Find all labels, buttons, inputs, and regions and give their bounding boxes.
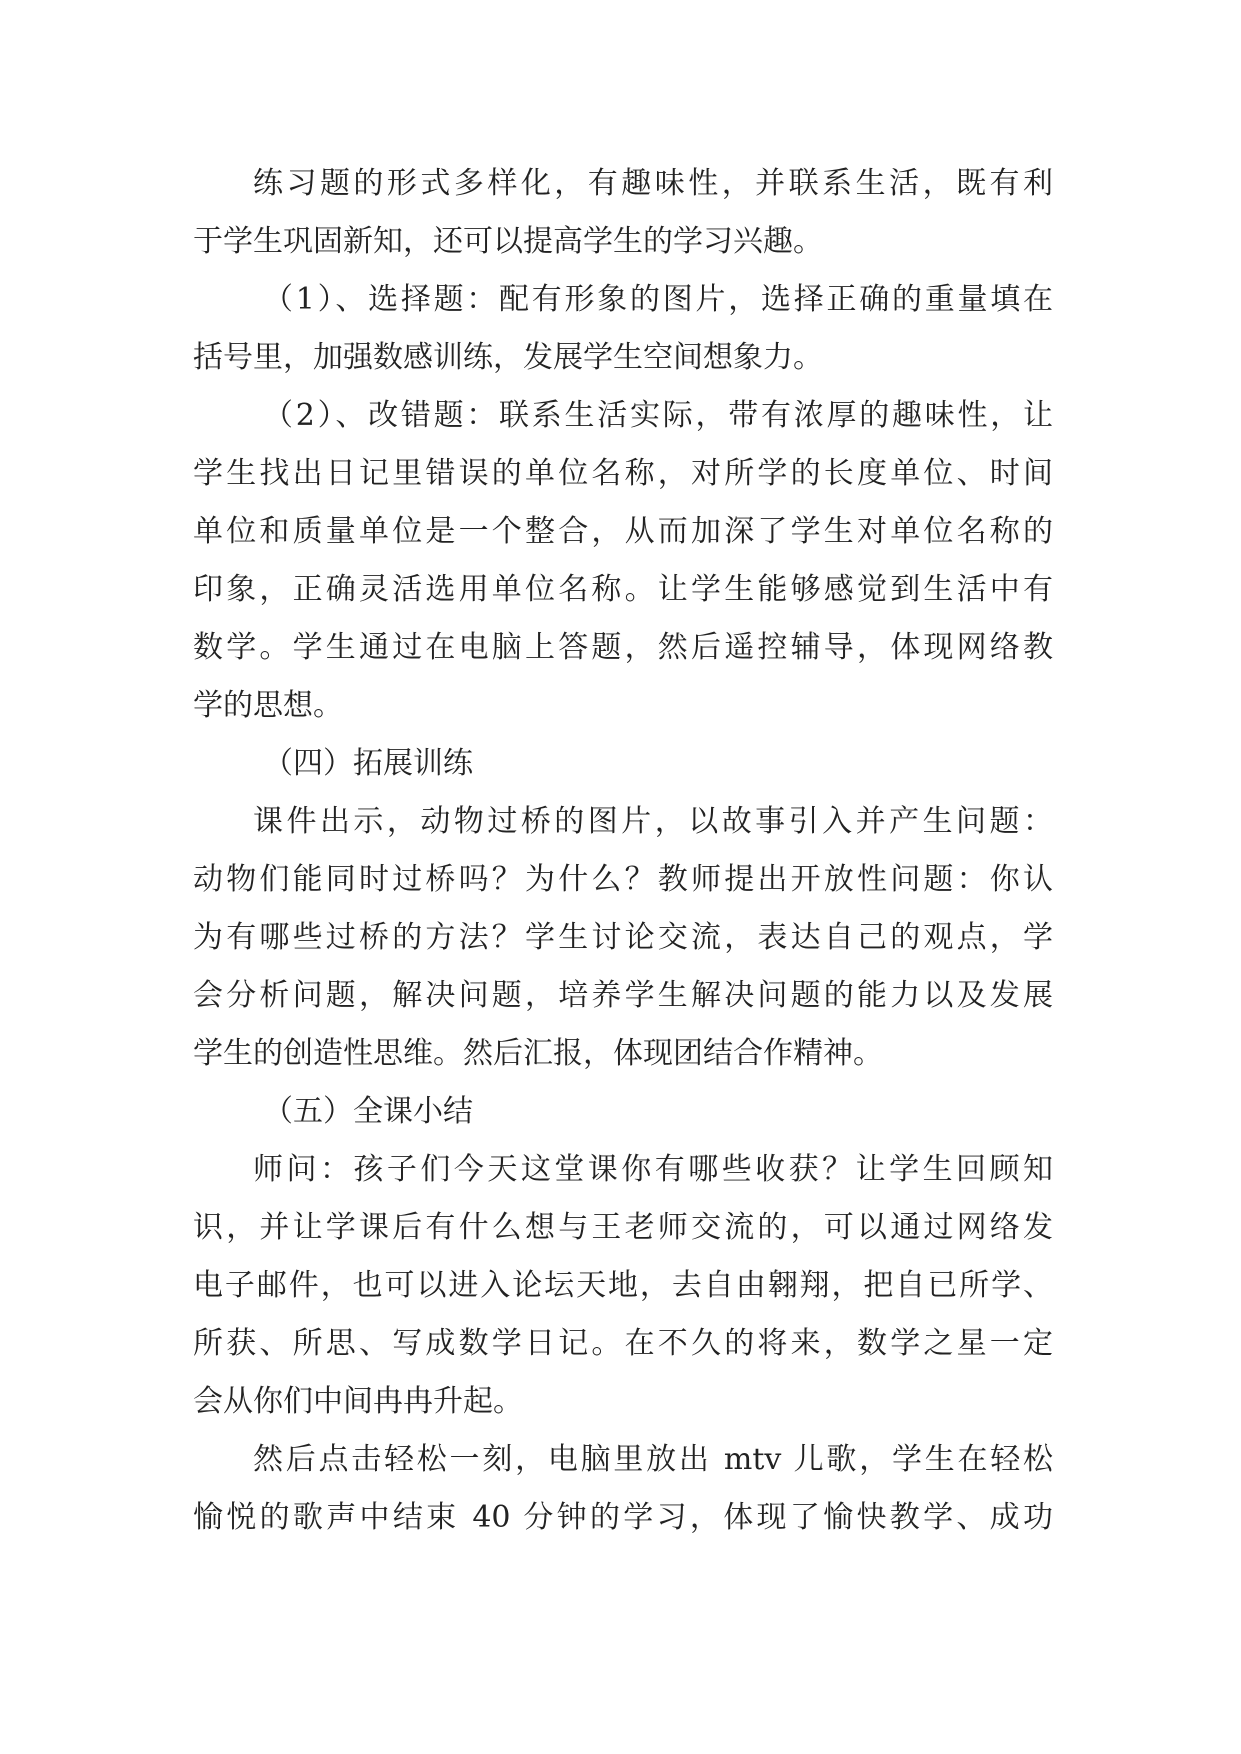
paragraph-line: 会从你们中间冉冉升起。 [193,1384,523,1419]
paragraph-line: 课件出示，动物过桥的图片，以故事引入并产生问题： [253,804,1053,839]
paragraph-line: 数学。学生通过在电脑上答题，然后遥控辅导，体现网络教 [193,630,1053,665]
paragraph-line: 括号里，加强数感训练，发展学生空间想象力。 [193,340,823,375]
paragraph-line: 学的思想。 [193,688,343,723]
paragraph-line: 动物们能同时过桥吗？为什么？教师提出开放性问题：你认 [193,862,1053,897]
paragraph-line: 学生找出日记里错误的单位名称，对所学的长度单位、时间 [193,456,1053,491]
paragraph-line: （1）、选择题：配有形象的图片，选择正确的重量填在 [263,282,1053,317]
paragraph-line: 于学生巩固新知，还可以提高学生的学习兴趣。 [193,224,823,259]
paragraph-line: 练习题的形式多样化，有趣味性，并联系生活，既有利 [253,166,1053,201]
paragraph-line: 印象，正确灵活选用单位名称。让学生能够感觉到生活中有 [193,572,1053,607]
paragraph-line: 学生的创造性思维。然后汇报，体现团结合作精神。 [193,1036,883,1071]
section-heading: （四）拓展训练 [263,746,473,781]
paragraph-line: 单位和质量单位是一个整合，从而加深了学生对单位名称的 [193,514,1053,549]
document-body [193,155,1053,1547]
paragraph-line: 所获、所思、写成数学日记。在不久的将来，数学之星一定 [193,1326,1053,1361]
paragraph-line: 愉悦的歌声中结束 40 分钟的学习，体现了愉快教学、成功 [193,1500,1053,1535]
paragraph-line: 然后点击轻松一刻，电脑里放出 mtv 儿歌，学生在轻松 [253,1442,1053,1477]
section-heading: （五）全课小结 [263,1094,473,1129]
paragraph-line: 为有哪些过桥的方法？学生讨论交流，表达自己的观点，学 [193,920,1053,955]
paragraph-line: 电子邮件，也可以进入论坛天地，去自由翱翔，把自已所学、 [193,1268,1053,1303]
paragraph-line: 识，并让学课后有什么想与王老师交流的，可以通过网络发 [193,1210,1053,1245]
paragraph-line: 会分析问题，解决问题，培养学生解决问题的能力以及发展 [193,978,1053,1013]
paragraph-line: 师问：孩子们今天这堂课你有哪些收获？让学生回顾知 [253,1152,1053,1187]
paragraph-line: （2）、改错题：联系生活实际，带有浓厚的趣味性，让 [263,398,1053,433]
